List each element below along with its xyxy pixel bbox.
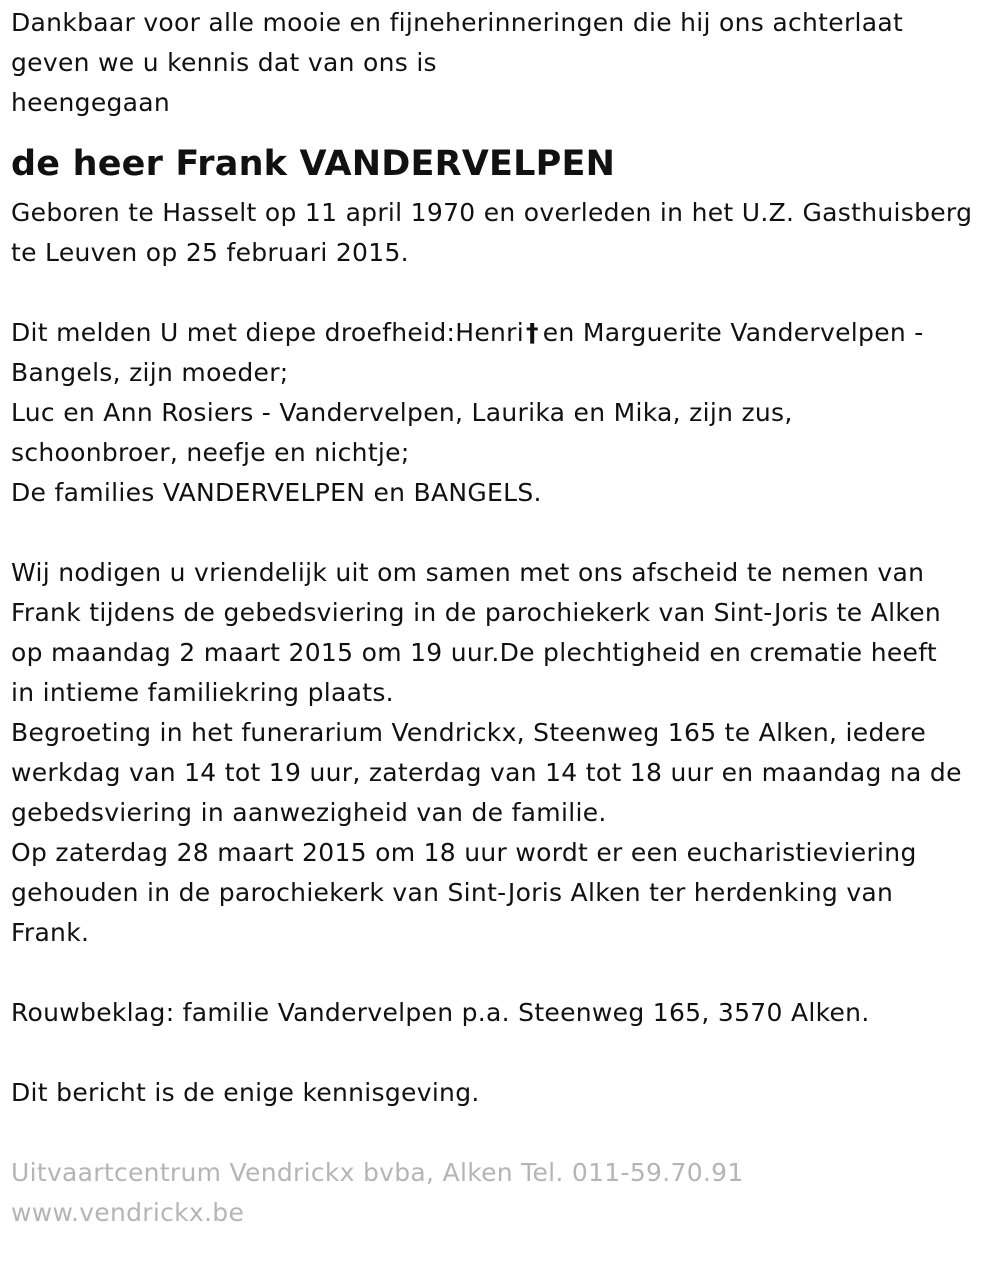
- ceremony-section: [11, 553, 993, 953]
- cross-icon: †: [525, 318, 539, 347]
- ceremony-line: Frank.: [11, 918, 90, 947]
- condolences-address: Rouwbeklag: familie Vandervelpen p.a. Steenweg 165, 3570 Alken.: [11, 998, 870, 1027]
- family-section: [11, 313, 993, 513]
- footer: [11, 1153, 993, 1233]
- obituary-notice: [11, 3, 993, 1233]
- birth-death-line: te Leuven op 25 februari 2015.: [11, 238, 409, 267]
- family-line: De families VANDERVELPEN en BANGELS.: [11, 478, 542, 507]
- funeral-website: www.vendrickx.be: [11, 1198, 245, 1227]
- spacer: [11, 1033, 993, 1073]
- intro-section: [11, 3, 993, 123]
- spacer: [11, 513, 993, 553]
- ceremony-line: Frank tijdens de gebedsviering in de parochiekerk van Sint-Joris te Alken: [11, 598, 942, 627]
- notice-statement: Dit bericht is de enige kennisgeving.: [11, 1078, 480, 1107]
- ceremony-line: Wij nodigen u vriendelijk uit om samen met ons afscheid te nemen van: [11, 558, 925, 587]
- ceremony-line: gehouden in de parochiekerk van Sint-Joris Alken ter herdenking van: [11, 878, 894, 907]
- spacer: [11, 1113, 993, 1153]
- ceremony-line: in intieme familiekring plaats.: [11, 678, 394, 707]
- ceremony-line: Op zaterdag 28 maart 2015 om 18 uur wordt er een eucharistieviering: [11, 838, 917, 867]
- ceremony-line: werkdag van 14 tot 19 uur, zaterdag van 14 tot 18 uur en maandag na de: [11, 758, 962, 787]
- spacer: [11, 273, 993, 313]
- ceremony-line: Begroeting in het funerarium Vendrickx, Steenweg 165 te Alken, iedere: [11, 718, 927, 747]
- funeral-company: Uitvaartcentrum Vendrickx bvba, Alken Tel. 011-59.70.91: [11, 1158, 744, 1187]
- birth-death-section: [11, 193, 993, 273]
- ceremony-line: op maandag 2 maart 2015 om 19 uur.De plechtigheid en crematie heeft: [11, 638, 937, 667]
- intro-line: heengegaan: [11, 88, 171, 117]
- intro-line: Dankbaar voor alle mooie en fijneherinneringen die hij ons achterlaat: [11, 8, 904, 37]
- announce-prefix: Dit melden U met diepe droefheid:Henri: [11, 318, 524, 347]
- ceremony-line: gebedsviering in aanwezigheid van de familie.: [11, 798, 607, 827]
- spacer: [11, 953, 993, 993]
- family-line: schoonbroer, neefje en nichtje;: [11, 438, 410, 467]
- birth-death-line: Geboren te Hasselt op 11 april 1970 en overleden in het U.Z. Gasthuisberg: [11, 198, 973, 227]
- family-line: Bangels, zijn moeder;: [11, 358, 289, 387]
- intro-line: geven we u kennis dat van ons is: [11, 48, 437, 77]
- deceased-name: de heer Frank VANDERVELPEN: [11, 144, 616, 184]
- family-line: Luc en Ann Rosiers - Vandervelpen, Laurika en Mika, zijn zus,: [11, 398, 793, 427]
- family-announce-line: [11, 313, 993, 353]
- announce-suffix: en Marguerite Vandervelpen -: [542, 318, 924, 347]
